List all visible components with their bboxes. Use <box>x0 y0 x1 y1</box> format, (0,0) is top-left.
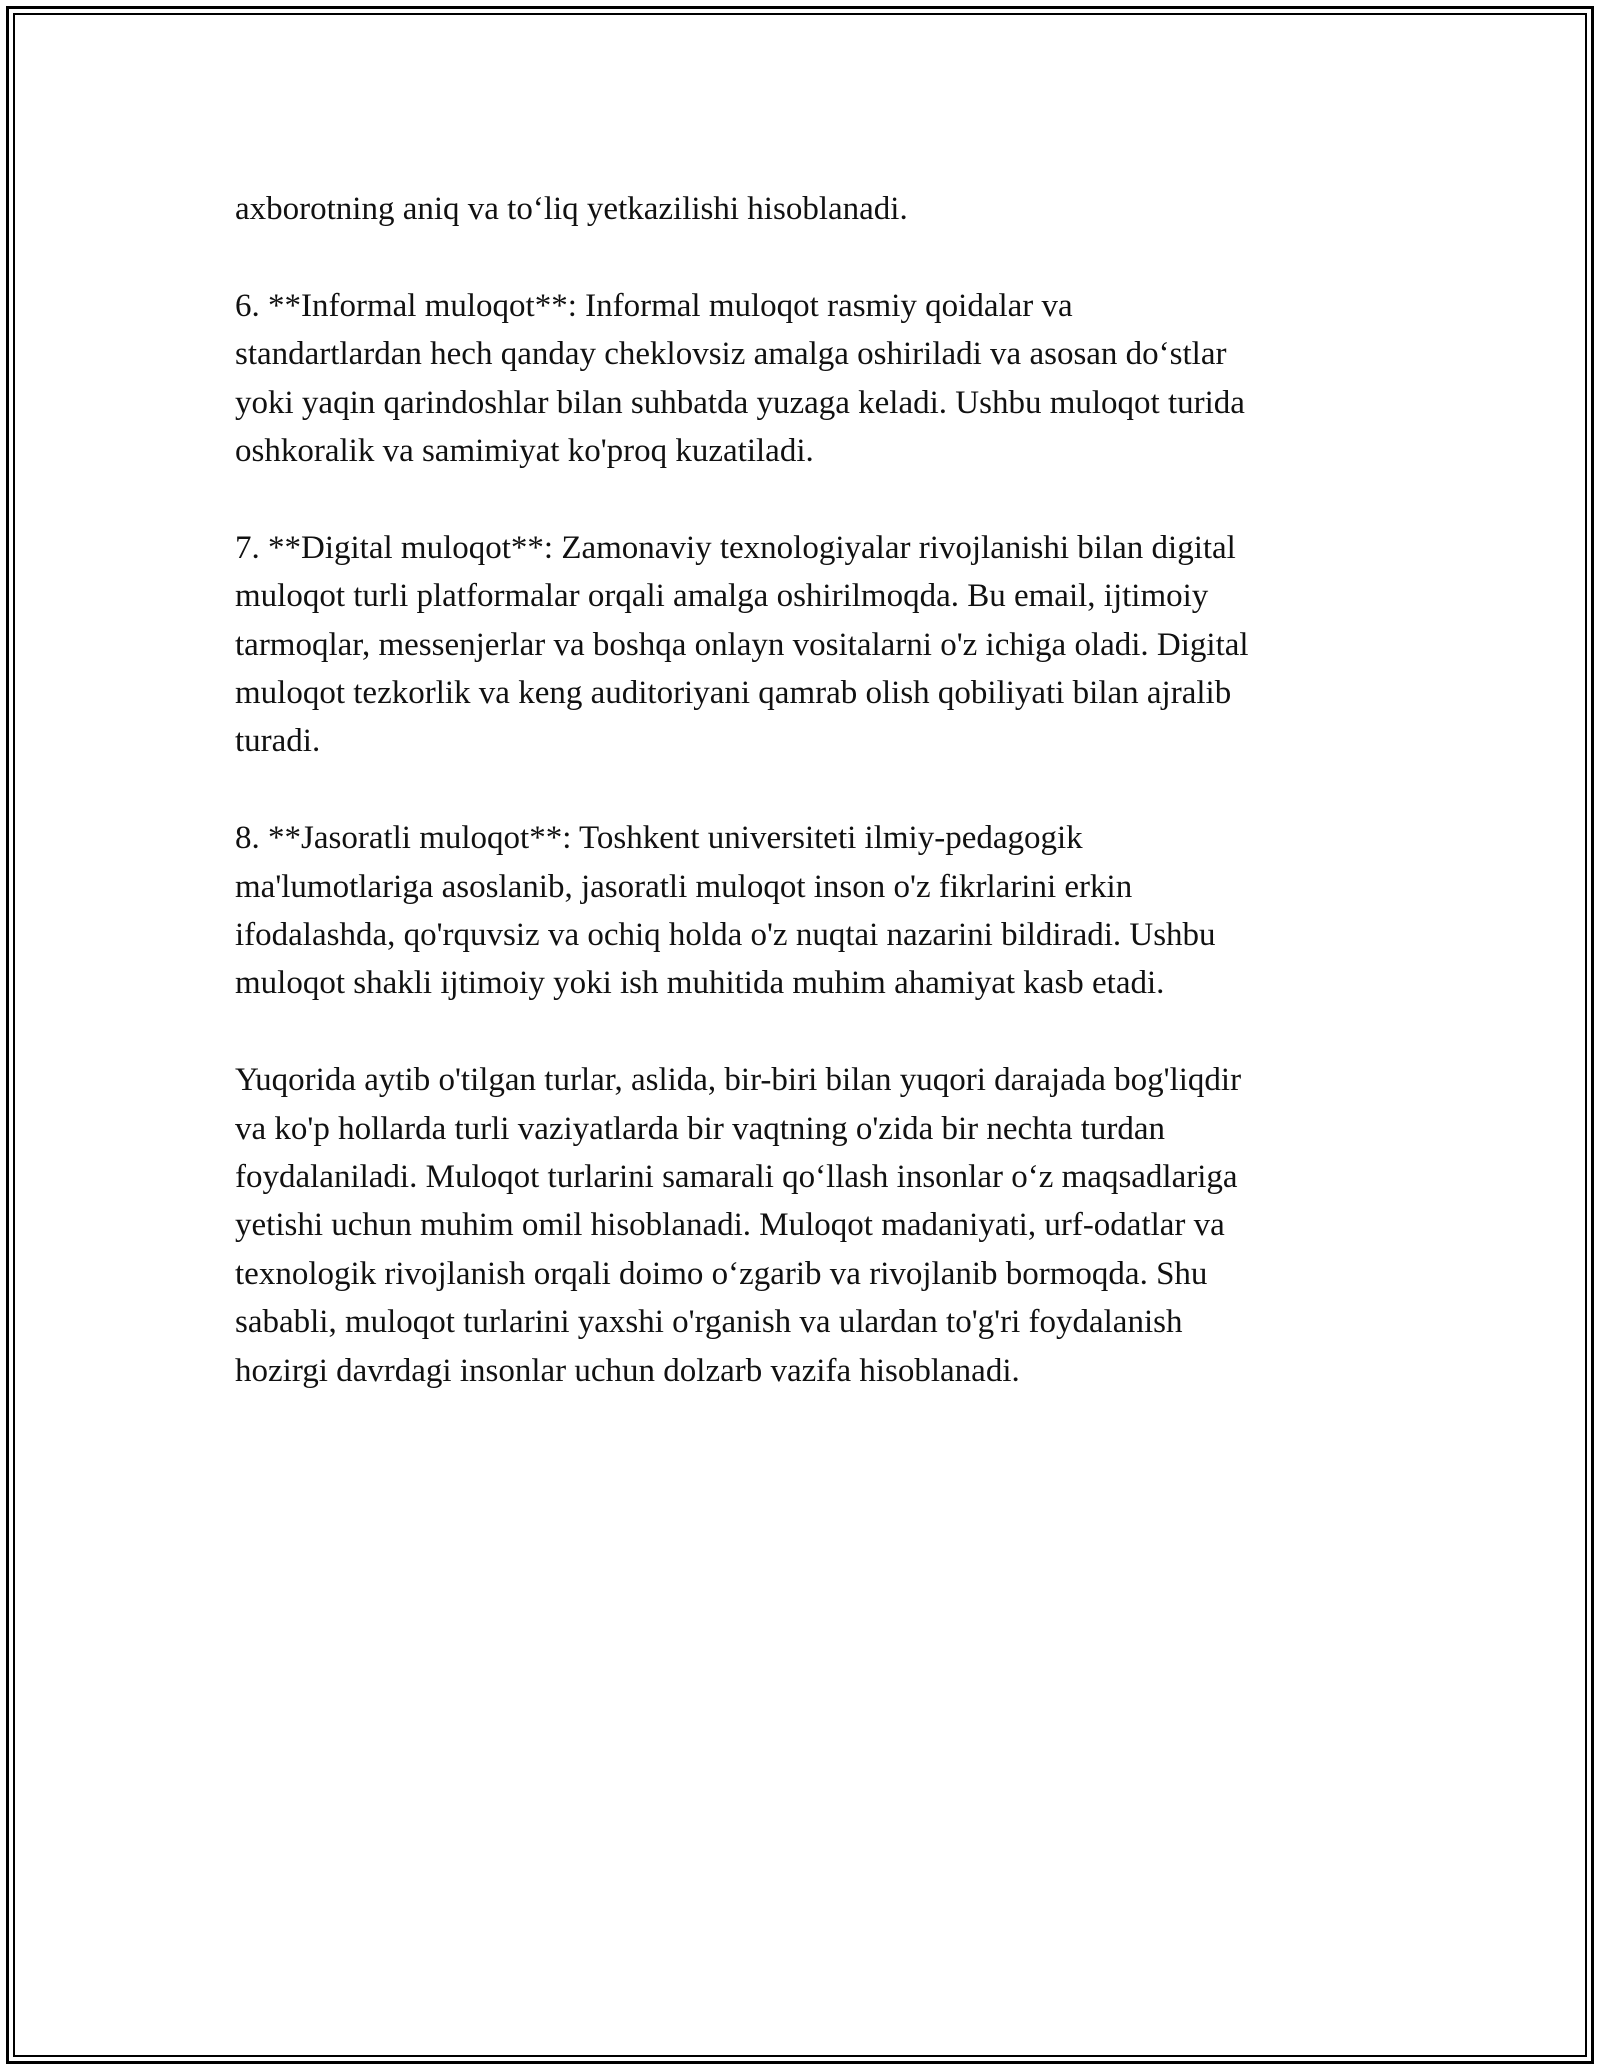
paragraph-continuation: axborotning aniq va to‘liq yetkazilishi hisoblanadi. <box>235 191 908 227</box>
paragraph-conclusion: Yuqorida aytib o'tilgan turlar, aslida, bir-biri bilan yuqori darajada bog'liqdir va ko'p hollarda turli vaziyatlarda bir vaqtning o'zida bir nechta turdan foydalaniladi. Muloqot turlarini samarali qo‘llash insonlar o‘z maqsadlariga yetishi uchun muhim omil hisoblanadi. Muloqot madaniyati, urf-odatlar va texnologik rivojlanish orqali doimo o‘zgarib va rivojlanib bormoqda. Shu sababli, muloqot turlarini yaxshi o'rganish va ulardan to'g'ri foydalanish hozirgi davrdagi insonlar uchun dolzarb vazifa hisoblanadi. <box>235 1062 1242 1389</box>
paragraph-jasoratli-muloqot: 8. **Jasoratli muloqot**: Toshkent universiteti ilmiy-pedagogik ma'lumotlariga asoslanib, jasoratli muloqot inson o'z fikrlarini erkin ifodalashda, qo'rquvsiz va ochiq holda o'z nuqtai nazarini bildiradi. Ushbu muloqot shakli ijtimoiy yoki ish muhitida muhim ahamiyat kasb etadi. <box>235 820 1216 1002</box>
paragraph-digital-muloqot: 7. **Digital muloqot**: Zamonaviy texnologiyalar rivojlanishi bilan digital muloqot turli platformalar orqali amalga oshirilmoqda. Bu email, ijtimoiy tarmoqlar, messenjerlar va boshqa onlayn vositalarni o'z ichiga oladi. Digital muloqot tezkorlik va keng auditoriyani qamrab olish qobiliyati bilan ajralib turadi. <box>235 529 1249 760</box>
paragraph-informal-muloqot: 6. **Informal muloqot**: Informal muloqot rasmiy qoidalar va standartlardan hech qanday cheklovsiz amalga oshiriladi va asosan do‘stlar yoki yaqin qarindoshlar bilan suhbatda yuzaga keladi. Ushbu muloqot turida oshkoralik va samimiyat ko'proq kuzatiladi. <box>235 287 1245 470</box>
document-body <box>235 185 1375 1443</box>
